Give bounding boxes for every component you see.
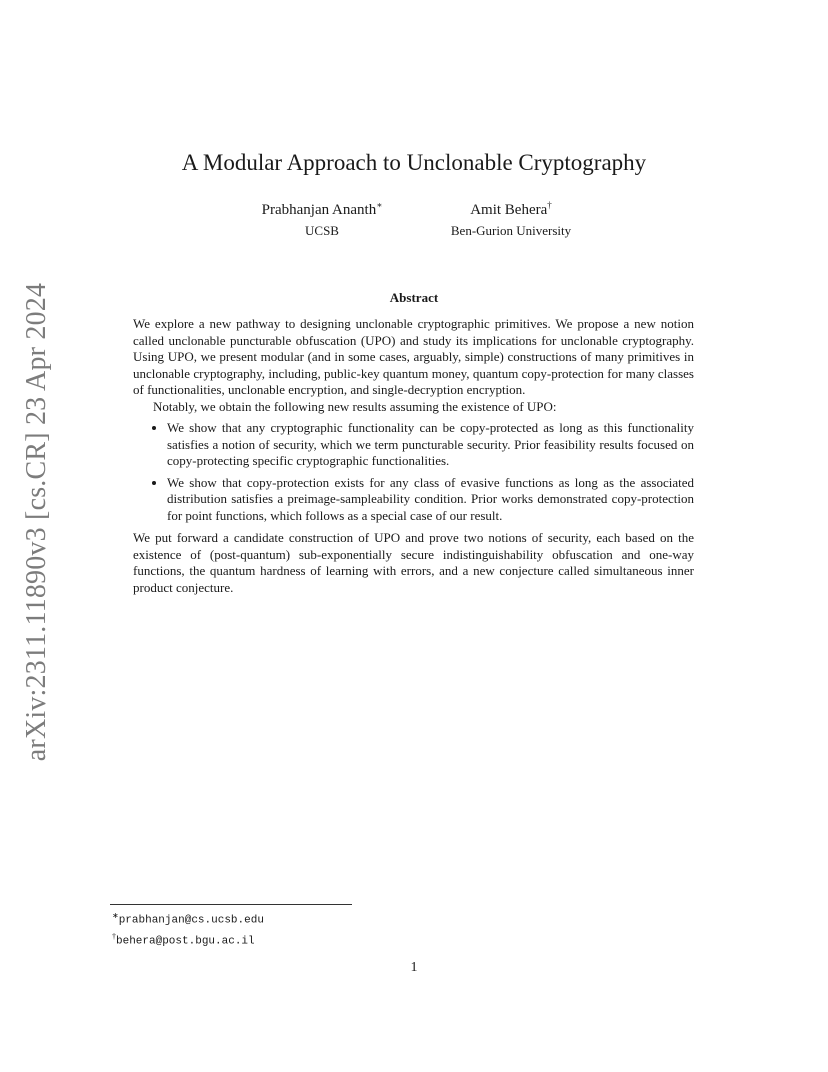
author-footnote-mark: † [547,200,552,210]
footnote-email: behera@post.bgu.ac.il [116,935,255,948]
abstract-paragraph: Notably, we obtain the following new results assuming the existence of UPO: [153,398,557,414]
author-footnote-mark: ∗ [376,200,383,210]
author-name: Amit Behera [470,202,548,218]
page-number: 1 [410,960,418,975]
footnote [112,908,264,929]
footnote-mark: ∗ [112,911,119,920]
results-list [133,420,694,524]
author-affiliation: Ben-Gurion University [450,223,572,238]
footnote [112,929,264,950]
author-name: Prabhanjan Ananth [261,202,377,218]
author-name-line [421,200,601,219]
arxiv-identifier: arXiv:2311.11890v3 [cs.CR] 23 Apr 2024 [21,282,52,762]
abstract-body [133,316,694,596]
abstract-paragraph: We explore a new pathway to designing unclonable cryptographic primitives. We propose a new notion called unclonable puncturable obfuscation (UPO) and study its implications for unclonable cryptography. Using UPO, we present modular (and in some cases, arguably, simple) constructions of many primitives in unclonable cryptography, including, public-key quantum money, quantum copy-protection for many classes of functionalities, unclonable encryption, and single-decryption encryption. [133,316,694,397]
list-item: • We show that any cryptographic functionality can be copy-protected as long as this functionality satisfies a notion of security, which we term puncturable security. Prior feasibility results focused on copy-protecting specific cryptographic functionalities. [167,420,694,470]
abstract-heading: Abstract [389,290,439,305]
list-item: • We show that copy-protection exists for any class of evasive functions as long as the associated distribution satisfies a preimage-sampleability condition. Prior works demonstrated copy-protection for point functions, which follows as a special case of our result. [167,475,694,525]
author-name-line [232,200,412,219]
author-block [421,200,601,239]
abstract-paragraph: We put forward a candidate construction of UPO and prove two notions of security, each based on the existence of (post-quantum) sub-exponentially secure indistinguishability obfuscation and one-way functions, the quantum hardness of learning with errors, and a new conjecture called simultaneous inner product conjecture. [133,530,694,595]
footnotes [112,908,264,949]
paper-title: A Modular Approach to Unclonable Cryptography [181,150,647,175]
author-affiliation: UCSB [305,223,339,238]
arxiv-sidebar [21,282,52,762]
footnote-email: prabhanjan@cs.ucsb.edu [118,914,264,927]
footnote-rule [110,904,352,905]
author-block [232,200,412,239]
footnote-mark: † [112,931,116,941]
